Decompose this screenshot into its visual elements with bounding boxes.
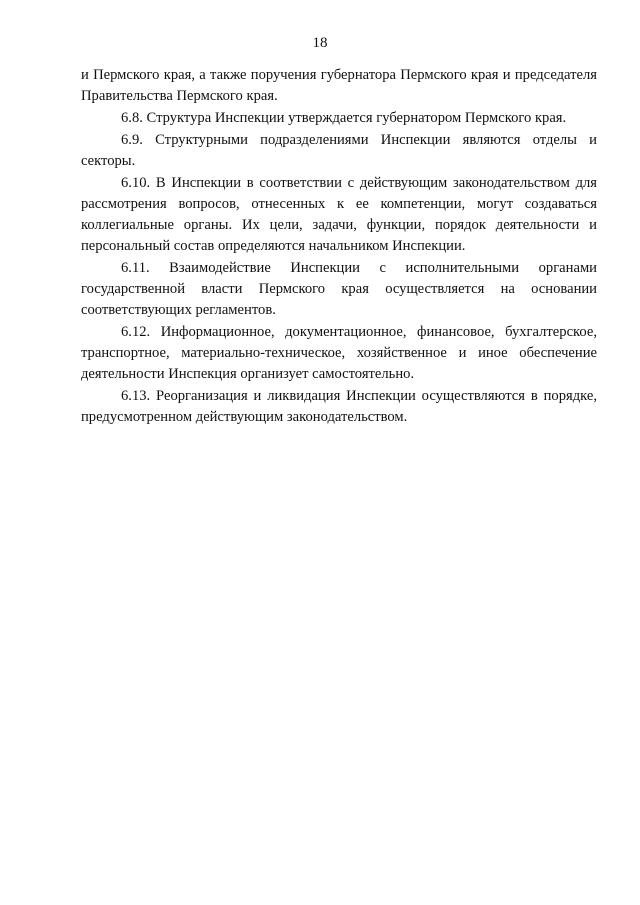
- document-body: [81, 65, 597, 429]
- paragraph-6-8: 6.8. Структура Инспекции утверждается губернатором Пермского края.: [121, 110, 567, 126]
- paragraph-6-12: 6.12. Информационное, документационное, финансовое, бухгалтерское, транспортное, материально-техническое, хозяйственное и иное обеспечение деятельности Инспекция организует самостоятельно.: [81, 324, 597, 382]
- paragraph-6-13: 6.13. Реорганизация и ликвидация Инспекции осуществляются в порядке, предусмотренном действующим законодательством.: [81, 388, 597, 425]
- paragraph-continuation: и Пермского края, а также поручения губернатора Пермского края и председателя Правительства Пермского края.: [81, 67, 597, 104]
- page-number: 18: [312, 35, 328, 51]
- paragraph-6-10: 6.10. В Инспекции в соответствии с действующим законодательством для рассмотрения вопросов, отнесенных к ее компетенции, могут создаваться коллегиальные органы. Их цели, задачи, функции, порядок деятельности и персональный состав определяются начальником Инспекции.: [81, 175, 597, 254]
- paragraph-6-9: 6.9. Структурными подразделениями Инспекции являются отделы и секторы.: [81, 132, 597, 169]
- paragraph-6-11: 6.11. Взаимодействие Инспекции с исполнительными органами государственной власти Пермского края осуществляется на основании соответствующих регламентов.: [81, 260, 597, 318]
